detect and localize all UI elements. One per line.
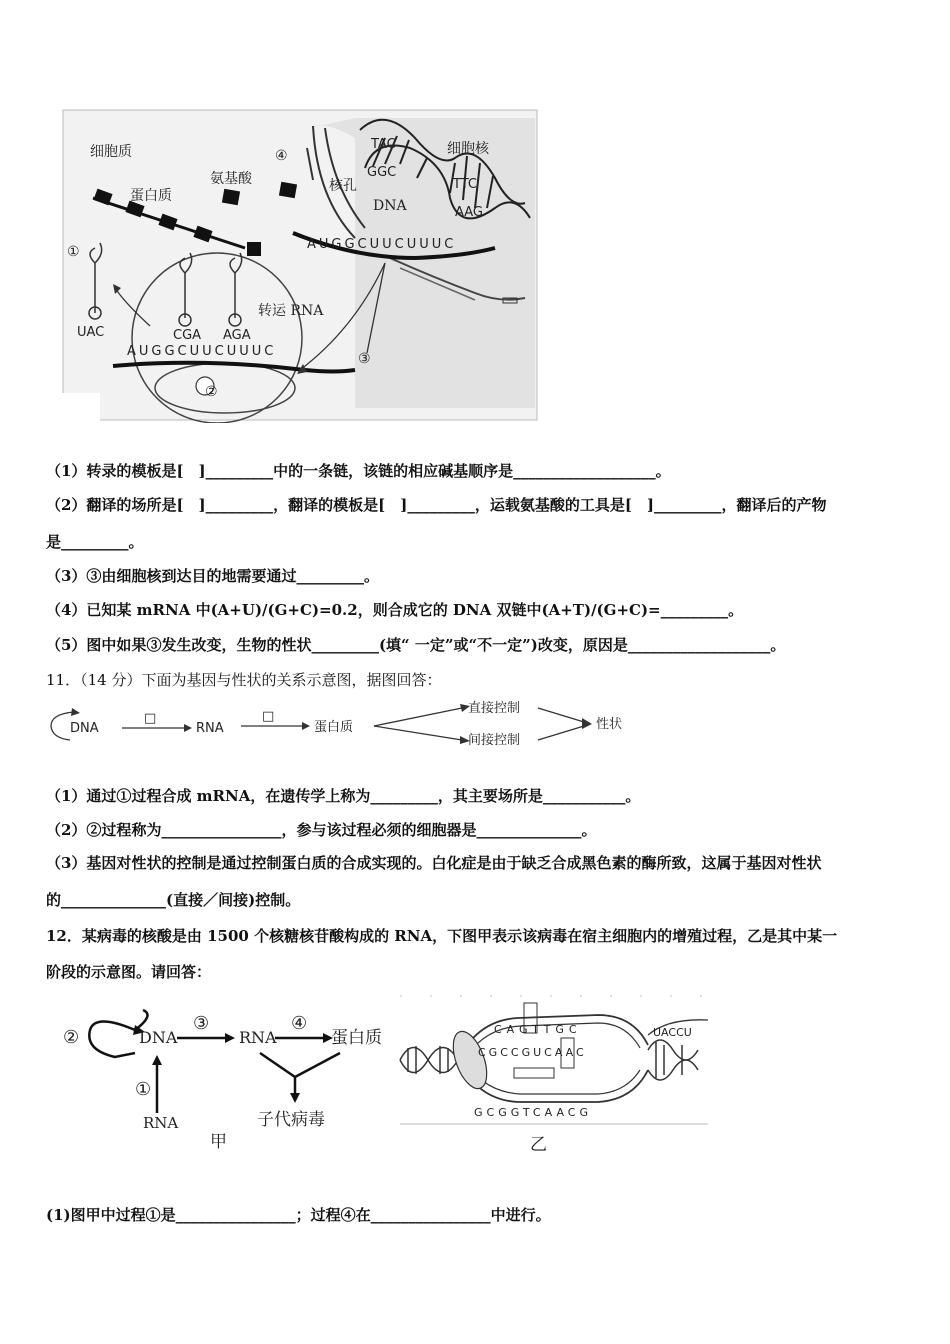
q11-line-4: 的______________(直接／间接)控制。 [46, 891, 301, 909]
anticodon-3: AGA [223, 328, 251, 343]
gene-dna: DNA [70, 721, 99, 736]
label-protein: 蛋白质 [130, 188, 172, 204]
label-nucleus: 细胞核 [447, 141, 489, 157]
yi-caption: 乙 [530, 1135, 547, 1155]
q10-line-5: （4）已知某 mRNA 中(A+U)/(G+C)=0.2，则合成它的 DNA 双链中(A+T)/(G+C)=_________。 [46, 601, 744, 619]
yi-bottom-strand: GCGGTCAACG [474, 1106, 592, 1119]
gene-direct-control: 直接控制 [468, 701, 521, 716]
label-num3: ③ [358, 351, 371, 367]
dna-letters-1: TAC [371, 137, 396, 152]
jia-caption: 甲 [210, 1132, 227, 1152]
q12-header-2: 阶段的示意图。请回答： [46, 963, 212, 981]
gene-trait: 性状 [596, 717, 623, 732]
q10-line-6: （5）图中如果③发生改变，生物的性状_________(填“ 一定”或“不一定”)改变，原因是___________________。 [46, 636, 786, 654]
label-trna: 转运 RNA [258, 303, 324, 319]
anticodon-2: CGA [173, 328, 202, 343]
q10-line-2: （2）翻译的场所是[ ]_________，翻译的模板是[ ]_________，运载氨基酸的工具是[ ]_________，翻译后的产物 [46, 496, 827, 514]
label-dna: DNA [373, 198, 407, 214]
jia-rna-mid: RNA [239, 1028, 277, 1047]
q12-header-1: 12．某病毒的核酸是由 1500 个核糖核苷酸构成的 RNA，下图甲表示该病毒在宿主细胞内的增殖过程，乙是其中某一 [46, 927, 838, 945]
label-cytoplasm: 细胞质 [90, 144, 132, 160]
label-amino-acid: 氨基酸 [210, 171, 252, 187]
figure-yi-transcription [398, 990, 710, 1160]
q12-line-1: (1)图甲中过程①是________________；过程④在________________中进行。 [46, 1206, 551, 1224]
dna-letters-3: TTC [453, 177, 477, 192]
label-num1: ① [67, 244, 80, 260]
yi-top-strand: CGCCGUCAAC [478, 1046, 587, 1059]
dna-letters-2: GGC [367, 165, 397, 180]
jia-protein: 蛋白质 [331, 1028, 382, 1048]
q10-line-1: （1）转录的模板是[ ]_________中的一条链，该链的相应碱基顺序是___________________。 [46, 462, 671, 480]
label-num2: ② [205, 384, 218, 400]
mrna-sequence-top: AUGGCUUCUUUC [307, 237, 457, 252]
jia-dna: DNA [139, 1028, 178, 1047]
q10-line-4: （3）③由细胞核到达目的地需要通过_________。 [46, 567, 379, 585]
yi-top-dna: CAGTTGC [494, 1023, 582, 1036]
figure-transcription-translation [55, 108, 540, 423]
q11-line-3: （3）基因对性状的控制是通过控制蛋白质的合成实现的。白化症是由于缺乏合成黑色素的酶所致，这属于基因对性状 [46, 854, 822, 872]
label-num4: ④ [275, 148, 288, 164]
mrna-sequence-bottom: AUGGCUUCUUUC [127, 344, 277, 359]
amino-acid-icon [279, 182, 297, 199]
arrow-label-2: □ [262, 709, 275, 724]
figure-gene-trait [46, 698, 646, 753]
label-nuclear-pore: 核孔 [329, 178, 357, 194]
gene-rna: RNA [196, 721, 224, 736]
q11-header: 11．（14 分）下面为基因与性状的关系示意图，据图回答： [46, 671, 442, 689]
jia-num1: ① [135, 1079, 152, 1100]
dna-letters-4: AAG [455, 205, 483, 220]
figure-jia-virus-cycle [55, 995, 400, 1160]
q10-line-3: 是_________。 [46, 533, 144, 551]
yi-rna-tail: UACCU [653, 1026, 692, 1039]
q11-line-2: （2）②过程称为________________，参与该过程必须的细胞器是______________。 [46, 821, 597, 839]
jia-num2: ② [63, 1027, 80, 1048]
yi-dna-helix-right [648, 1040, 698, 1080]
jia-num3: ③ [193, 1013, 210, 1034]
jia-offspring-virus: 子代病毒 [257, 1110, 325, 1130]
yi-box-rect [514, 1068, 554, 1078]
gene-indirect-control: 间接控制 [468, 733, 521, 748]
jia-rna-bottom: RNA [143, 1114, 179, 1132]
gene-protein: 蛋白质 [314, 720, 354, 735]
jia-num4: ④ [291, 1013, 308, 1034]
anticodon-1: UAC [77, 325, 105, 340]
amino-acid-icon [222, 189, 240, 206]
arrow-label-1: □ [144, 711, 157, 726]
q11-line-1: （1）通过①过程合成 mRNA，在遗传学上称为_________，其主要场所是___________。 [46, 787, 641, 805]
yi-dna-helix-left [400, 1046, 458, 1074]
